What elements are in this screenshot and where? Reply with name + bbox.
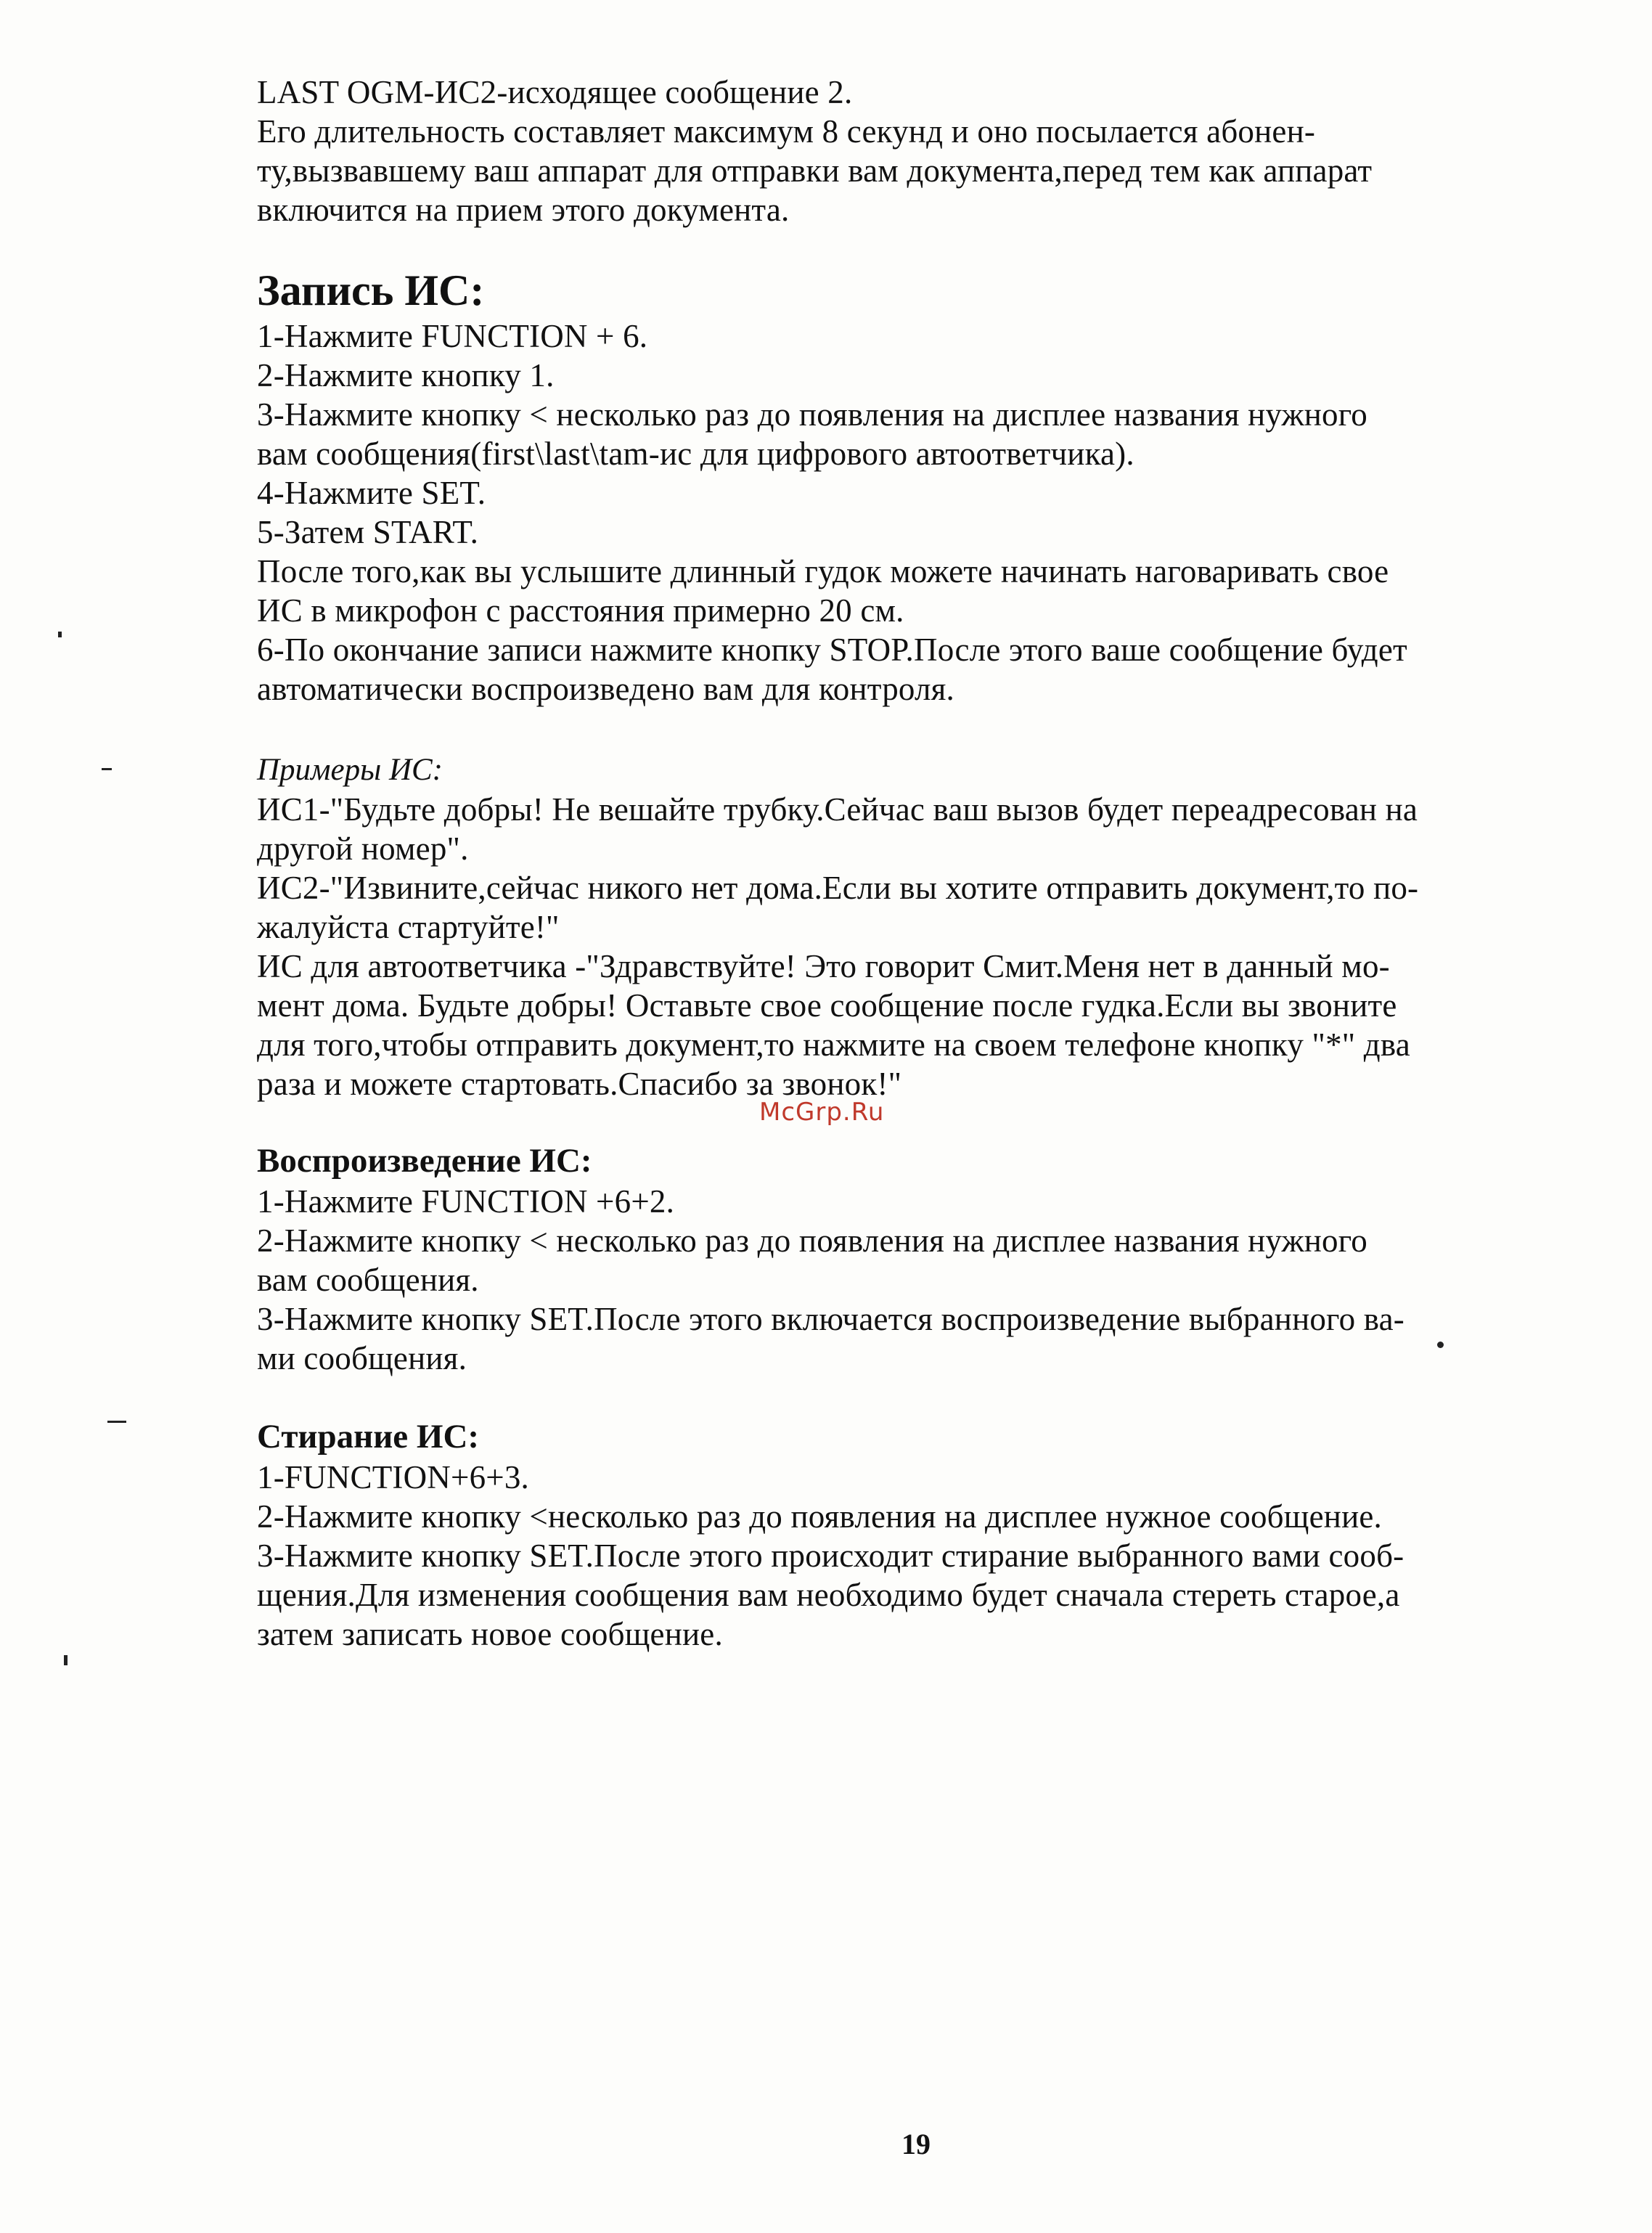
- intro-section: [257, 73, 1556, 229]
- examples-heading: Примеры ИС:: [257, 753, 443, 787]
- scan-speck: [107, 1421, 126, 1423]
- record-line: После того,как вы услышите длинный гудок можете начинать наговаривать свое: [257, 553, 1389, 589]
- playback-section: [257, 1140, 1556, 1378]
- examples-line: ИС для автоответчика -"Здравствуйте! Это говорит Смит.Меня нет в данный мо-: [257, 948, 1390, 984]
- scan-speck: [58, 632, 62, 637]
- document-body: [257, 73, 1556, 1654]
- examples-line: раза и можете стартовать.Спасибо за звонок!": [257, 1066, 902, 1102]
- record-line: автоматически воспроизведено вам для контроля.: [257, 671, 955, 707]
- scan-speck: [102, 768, 112, 770]
- examples-line: ИС1-"Будьте добры! Не вешайте трубку.Сейчас ваш вызов будет переадресован на: [257, 791, 1418, 828]
- record-line: 4-Нажмите SET.: [257, 475, 486, 511]
- playback-line: ми сообщения.: [257, 1340, 467, 1376]
- playback-heading: Воспроизведение ИС:: [257, 1142, 592, 1180]
- record-line: ИС в микрофон с расстояния примерно 20 см.: [257, 592, 904, 629]
- erase-heading: Стирание ИС:: [257, 1418, 480, 1456]
- record-heading: Запись ИС:: [257, 266, 485, 314]
- erase-line: 1-FUNCTION+6+3.: [257, 1459, 529, 1495]
- watermark: McGrp.Ru: [759, 1098, 885, 1127]
- record-line: 3-Нажмите кнопку < несколько раз до появления на дисплее названия нужного: [257, 396, 1367, 433]
- examples-line: жалуйста стартуйте!": [257, 909, 560, 945]
- record-line: 2-Нажмите кнопку 1.: [257, 357, 555, 393]
- erase-line: 2-Нажмите кнопку <несколько раз до появления на дисплее нужное сообщение.: [257, 1498, 1382, 1535]
- examples-line: мент дома. Будьте добры! Оставьте свое сообщение после гудка.Если вы звоните: [257, 987, 1397, 1024]
- intro-line: ту,вызвавшему ваш аппарат для отправки вам документа,перед тем как аппарат: [257, 152, 1373, 189]
- erase-line: 3-Нажмите кнопку SET.После этого происходит стирание выбранного вами сооб-: [257, 1538, 1404, 1574]
- record-section: [257, 264, 1556, 709]
- examples-line: ИС2-"Извините,сейчас никого нет дома.Если вы хотите отправить документ,то по-: [257, 870, 1419, 906]
- erase-line: затем записать новое сообщение.: [257, 1616, 723, 1652]
- examples-line: для того,чтобы отправить документ,то нажмите на своем телефоне кнопку "*" два: [257, 1026, 1410, 1063]
- playback-line: 2-Нажмите кнопку < несколько раз до появления на дисплее названия нужного: [257, 1222, 1367, 1259]
- record-line: 5-Затем START.: [257, 514, 479, 550]
- erase-line: щения.Для изменения сообщения вам необходимо будет сначала стереть старое,а: [257, 1577, 1400, 1613]
- playback-line: 3-Нажмите кнопку SET.После этого включается воспроизведение выбранного ва-: [257, 1301, 1404, 1337]
- erase-section: [257, 1416, 1556, 1654]
- examples-line: другой номер".: [257, 830, 469, 867]
- playback-line: 1-Нажмите FUNCTION +6+2.: [257, 1183, 675, 1220]
- intro-line: Его длительность составляет максимум 8 секунд и оно посылается абонен-: [257, 113, 1316, 150]
- scan-speck: [64, 1655, 68, 1665]
- intro-line: включится на прием этого документа.: [257, 192, 790, 228]
- intro-line: LAST OGM-ИС2-исходящее сообщение 2.: [257, 74, 853, 110]
- record-line: 6-По окончание записи нажмите кнопку STOP.После этого ваше сообщение будет: [257, 632, 1407, 668]
- record-line: вам сообщения(first\last\tam-ис для цифрового автоответчика).: [257, 436, 1134, 472]
- examples-section: [257, 751, 1556, 1103]
- page-number: 19: [901, 2128, 931, 2160]
- record-line: 1-Нажмите FUNCTION + 6.: [257, 318, 648, 354]
- playback-line: вам сообщения.: [257, 1262, 479, 1298]
